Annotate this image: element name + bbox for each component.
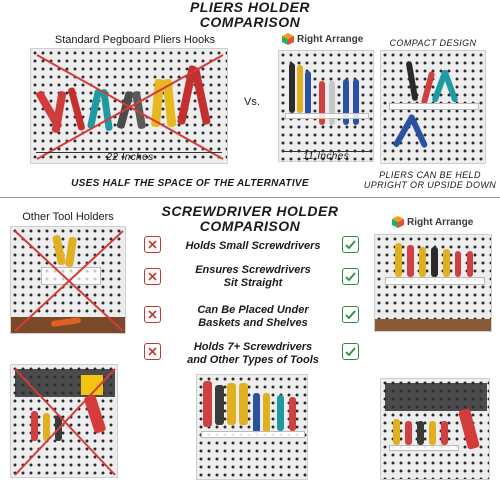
screwdriver-handle: [419, 247, 426, 277]
screwdriver-handle: [431, 247, 438, 277]
upright-caption: [360, 170, 500, 190]
upright-caption-line2: UPRIGHT OR UPSIDE DOWN: [363, 180, 497, 190]
brand-name: Right Arrange: [407, 216, 474, 228]
other-holder-board-top: [10, 226, 126, 334]
cube-logo-icon: [282, 33, 294, 45]
comparison-row-2-line2: Sit Straight: [223, 277, 283, 289]
comparison-row-4: [168, 341, 338, 367]
right-arrange-board-top: [374, 234, 492, 332]
pliers-title-line1: PLIERS HOLDER: [189, 0, 311, 15]
other-holders-label: Other Tool Holders: [22, 211, 114, 223]
screwdriver-handle: [215, 385, 224, 425]
pliers-handle: [289, 63, 295, 113]
screwdriver-handle: [429, 421, 436, 445]
screwdriver-handle: [407, 245, 414, 277]
screwdriver-title-line1: SCREWDRIVER HOLDER: [161, 203, 339, 219]
comparison-row-4-line2: and Other Types of Tools: [187, 354, 319, 366]
comparison-row-3-line2: Baskets and Shelves: [198, 317, 308, 329]
holder-rail: [285, 113, 369, 119]
pliers-title: [150, 0, 350, 30]
crossed-out-icon: [11, 365, 118, 478]
pliers-handle: [297, 65, 303, 113]
screwdriver-handle: [467, 251, 473, 277]
half-space-caption: USES HALF THE SPACE OF THE ALTERNATIVE: [71, 178, 309, 189]
screwdriver-title: [150, 204, 350, 234]
screwdriver-handle: [227, 383, 236, 425]
comparison-row-3-line1: Can Be Placed Under: [197, 304, 309, 316]
pliers-handle: [406, 61, 419, 101]
standard-hooks-board: [30, 48, 228, 164]
wood-shelf: [375, 319, 492, 332]
screwdriver-handle: [239, 383, 248, 425]
x-mark-icon: [144, 306, 161, 323]
comparison-row-2: [168, 264, 338, 290]
pliers-handle: [277, 395, 284, 431]
compact-measure-label: 11 Inches: [302, 151, 350, 162]
pliers-handle: [263, 393, 270, 433]
pliers-handle: [305, 71, 311, 115]
comparison-row-2-line1: Ensures Screwdrivers: [195, 264, 311, 276]
compact-design-label: COMPACT DESIGN: [389, 38, 477, 48]
screwdriver-title-line2: COMPARISON: [199, 218, 301, 234]
holder-rail: [389, 103, 479, 110]
check-mark-icon: [342, 236, 359, 253]
standard-hooks-label: Standard Pegboard Pliers Hooks: [54, 34, 216, 46]
comparison-row-3: [168, 304, 338, 330]
screwdriver-handle: [405, 421, 412, 445]
x-mark-icon: [144, 268, 161, 285]
screwdriver-handle: [417, 421, 424, 445]
check-mark-icon: [342, 306, 359, 323]
screwdriver-handle: [395, 243, 402, 277]
check-mark-icon: [342, 268, 359, 285]
screwdriver-handle: [203, 381, 212, 427]
brand-logo: [282, 33, 363, 45]
comparison-row-4-line1: Holds 7+ Screwdrivers: [193, 341, 313, 353]
upright-pliers-board: [380, 50, 486, 164]
comparison-row-1: [168, 240, 338, 253]
section-divider: [0, 197, 500, 198]
versus-label: Vs.: [244, 96, 260, 108]
crossed-out-icon: [11, 227, 126, 334]
pliers-handle: [441, 69, 458, 103]
cube-logo-icon: [392, 216, 404, 228]
standard-measure-label: 22 Inches: [106, 152, 154, 163]
screwdriver-handle: [458, 408, 480, 450]
brand-name: Right Arrange: [297, 33, 364, 45]
screwdriver-handle: [443, 249, 450, 277]
crossed-out-icon: [31, 49, 228, 164]
screwdriver-handle: [455, 251, 461, 277]
holder-rail: [389, 445, 459, 451]
right-arrange-board-middle: [196, 374, 308, 480]
other-holder-board-bottom: [10, 364, 118, 478]
pliers-title-line2: COMPARISON: [199, 14, 301, 30]
x-mark-icon: [144, 236, 161, 253]
comparison-row-1-line1: Holds Small Screwdrivers: [185, 240, 321, 252]
x-mark-icon: [144, 343, 161, 360]
compact-pliers-board: [278, 50, 374, 162]
pliers-handle: [253, 393, 260, 433]
pliers-handle: [408, 113, 429, 148]
screwdriver-handle: [441, 421, 448, 445]
basket: [385, 383, 487, 411]
holder-rail: [385, 277, 485, 285]
pliers-handle: [289, 397, 296, 431]
right-arrange-board-bottom: [380, 378, 490, 480]
brand-logo: [392, 216, 473, 228]
upright-caption-line1: PLIERS CAN BE HELD: [379, 170, 481, 180]
screwdriver-handle: [393, 419, 400, 445]
holder-rail: [201, 431, 305, 438]
check-mark-icon: [342, 343, 359, 360]
